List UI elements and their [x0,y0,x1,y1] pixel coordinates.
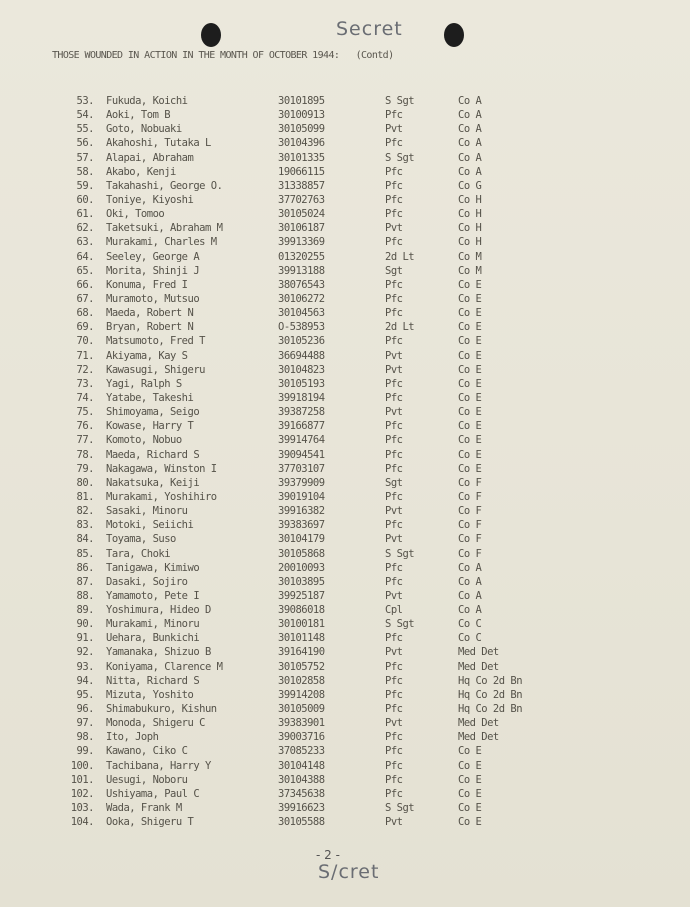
rank: Pfc [385,462,403,475]
serial-number: 39164190 [278,646,325,659]
header-title: THOSE WOUNDED IN ACTION IN THE MONTH OF OCTOBER 1944: [52,50,340,61]
soldier-name: Akiyama, Kay S [106,349,188,362]
unit: Med Det [458,646,499,659]
unit: Co A [458,123,482,136]
rank: Pvt [385,406,403,419]
row-number: 53. [76,95,94,107]
row-number: 104. [70,816,94,829]
serial-number: 39166877 [278,420,325,433]
rank: Pvt [385,717,403,730]
secret-stamp-bottom: S/cret [318,861,380,883]
soldier-name: Maeda, Richard S [106,448,200,461]
unit: Co A [458,95,482,107]
rank: Pvt [385,505,403,518]
rank: Pfc [385,165,403,178]
row-number: 75. [76,406,94,419]
rank: Pfc [385,448,403,461]
rank: Pfc [385,632,403,645]
serial-number: 39916382 [278,505,325,518]
soldier-name: Fukuda, Koichi [106,95,188,107]
soldier-name: Yatabe, Takeshi [106,391,194,404]
rank: Pfc [385,561,403,574]
row-number: 77. [76,434,94,447]
rank: Pfc [385,391,403,404]
soldier-name: Nitta, Richard S [106,674,200,687]
row-number: 102. [70,787,94,800]
soldier-name: Konuma, Fred I [106,278,188,291]
unit: Co E [458,816,482,829]
soldier-name: Murakami, Charles M [106,236,217,249]
row-number: 61. [76,208,94,221]
unit: Co E [458,745,482,758]
rank: Pfc [385,773,403,786]
row-number: 68. [76,307,94,320]
soldier-name: Akabo, Kenji [106,165,176,178]
soldier-name: Nakagawa, Winston I [106,462,217,475]
soldier-name: Maeda, Robert N [106,307,194,320]
unit: Co F [458,533,482,546]
rank: S Sgt [385,618,415,631]
serial-number: 30101148 [278,632,325,645]
row-number: 79. [76,462,94,475]
row-number: 74. [76,391,94,404]
row-number: 88. [76,589,94,602]
row-number: 89. [76,604,94,617]
row-number: 97. [76,717,94,730]
unit: Co A [458,165,482,178]
soldier-name: Matsumoto, Fred T [106,335,205,348]
unit: Co A [458,109,482,122]
serial-number: 39913369 [278,236,325,249]
serial-number: 39387258 [278,406,325,419]
row-number: 80. [76,476,94,489]
unit: Co E [458,462,482,475]
rank: Pfc [385,292,403,305]
unit: Co M [458,250,482,263]
rank: Pfc [385,208,403,221]
page-number: - 2 - [316,848,340,862]
unit: Hq Co 2d Bn [458,703,523,716]
unit: Co E [458,391,482,404]
unit: Co A [458,561,482,574]
rank: S Sgt [385,151,415,164]
serial-number: 39383697 [278,519,325,532]
rank: Pfc [385,278,403,291]
unit: Co F [458,547,482,560]
serial-number: 30105193 [278,377,325,390]
unit: Co A [458,604,482,617]
rank: Pfc [385,109,403,122]
serial-number: 39913188 [278,264,325,277]
rank: Pfc [385,731,403,744]
serial-number: 39918194 [278,391,325,404]
unit: Hq Co 2d Bn [458,688,523,701]
serial-number: 30104388 [278,773,325,786]
unit: Med Det [458,660,499,673]
soldier-name: Wada, Frank M [106,802,182,815]
serial-number: 39914208 [278,688,325,701]
rank: Pvt [385,816,403,829]
serial-number: 39086018 [278,604,325,617]
serial-number: 30104823 [278,363,325,376]
unit: Co E [458,802,482,815]
soldier-name: Uehara, Bunkichi [106,632,200,645]
row-number: 85. [76,547,94,560]
rank: Pfc [385,377,403,390]
serial-number: 01320255 [278,250,325,263]
row-number: 99. [76,745,94,758]
unit: Co C [458,618,482,631]
row-number: 64. [76,250,94,263]
serial-number: 30104563 [278,307,325,320]
soldier-name: Yoshimura, Hideo D [106,604,211,617]
rank: Pfc [385,193,403,206]
serial-number: 30104396 [278,137,325,150]
rank: Pvt [385,533,403,546]
serial-number: 30105099 [278,123,325,136]
rank: Pfc [385,137,403,150]
serial-number: 19066115 [278,165,325,178]
unit: Co E [458,759,482,772]
serial-number: 30105752 [278,660,325,673]
rank: Sgt [385,476,403,489]
rank: Pfc [385,688,403,701]
serial-number: 30102858 [278,674,325,687]
rank: Sgt [385,264,403,277]
rank: Pfc [385,434,403,447]
serial-number: 38076543 [278,278,325,291]
rank: Pvt [385,123,403,136]
soldier-name: Akahoshi, Tutaka L [106,137,211,150]
soldier-name: Mizuta, Yoshito [106,688,194,701]
row-number: 92. [76,646,94,659]
unit: Co E [458,321,482,334]
row-number: 54. [76,109,94,122]
soldier-name: Shimoyama, Seigo [106,406,200,419]
unit: Co E [458,335,482,348]
serial-number: 39383901 [278,717,325,730]
serial-number: 30106187 [278,222,325,235]
row-number: 100. [70,759,94,772]
unit: Hq Co 2d Bn [458,674,523,687]
row-number: 82. [76,505,94,518]
row-number: 72. [76,363,94,376]
unit: Co H [458,222,482,235]
soldier-name: Kawano, Ciko C [106,745,188,758]
serial-number: 37085233 [278,745,325,758]
unit: Co E [458,787,482,800]
soldier-name: Dasaki, Sojiro [106,575,188,588]
rank: 2d Lt [385,321,415,334]
rank: Pfc [385,674,403,687]
soldier-name: Bryan, Robert N [106,321,194,334]
rank: Pfc [385,307,403,320]
rank: S Sgt [385,802,415,815]
serial-number: 30104148 [278,759,325,772]
serial-number: 30100181 [278,618,325,631]
soldier-name: Ito, Joph [106,731,159,744]
unit: Co F [458,505,482,518]
rank: Pfc [385,660,403,673]
serial-number: 30105009 [278,703,325,716]
row-number: 66. [76,278,94,291]
soldier-name: Taketsuki, Abraham M [106,222,223,235]
unit: Co H [458,236,482,249]
serial-number: 37345638 [278,787,325,800]
row-number: 69. [76,321,94,334]
row-number: 93. [76,660,94,673]
rank: Cpl [385,604,403,617]
punch-hole-left [201,23,221,47]
soldier-name: Alapai, Abraham [106,151,194,164]
rank: Pfc [385,787,403,800]
serial-number: 30103895 [278,575,325,588]
rank: Pfc [385,703,403,716]
unit: Co E [458,292,482,305]
row-number: 63. [76,236,94,249]
unit: Co E [458,420,482,433]
header-contd: (Contd) [355,50,394,61]
rank: Pfc [385,759,403,772]
soldier-name: Komoto, Nobuo [106,434,182,447]
unit: Co H [458,193,482,206]
row-number: 90. [76,618,94,631]
rank: Pvt [385,222,403,235]
row-number: 57. [76,151,94,164]
soldier-name: Kowase, Harry T [106,420,194,433]
unit: Co E [458,278,482,291]
soldier-name: Ooka, Shigeru T [106,816,194,829]
serial-number: 39916623 [278,802,325,815]
soldier-name: Tanigawa, Kimiwo [106,561,200,574]
unit: Co E [458,448,482,461]
serial-number: 39914764 [278,434,325,447]
row-number: 91. [76,632,94,645]
soldier-name: Nakatsuka, Keiji [106,476,200,489]
soldier-name: Shimabukuro, Kishun [106,703,217,716]
row-number: 78. [76,448,94,461]
soldier-name: Yamamoto, Pete I [106,589,200,602]
soldier-name: Takahashi, George O. [106,179,223,192]
row-number: 86. [76,561,94,574]
unit: Co E [458,406,482,419]
row-number: 59. [76,179,94,192]
soldier-name: Sasaki, Minoru [106,505,188,518]
serial-number: 30100913 [278,109,325,122]
serial-number: 30105024 [278,208,325,221]
row-number: 101. [70,773,94,786]
rank: Pfc [385,745,403,758]
row-number: 58. [76,165,94,178]
rank: 2d Lt [385,250,415,263]
rank: Pfc [385,490,403,503]
unit: Med Det [458,731,499,744]
serial-number: 30104179 [278,533,325,546]
row-number: 81. [76,490,94,503]
row-number: 87. [76,575,94,588]
row-number: 98. [76,731,94,744]
row-number: 71. [76,349,94,362]
unit: Co A [458,137,482,150]
row-number: 96. [76,703,94,716]
rank: Pfc [385,420,403,433]
unit: Co A [458,589,482,602]
rank: Pvt [385,646,403,659]
row-number: 65. [76,264,94,277]
row-number: 62. [76,222,94,235]
soldier-name: Yamanaka, Shizuo B [106,646,211,659]
unit: Co E [458,363,482,376]
serial-number: 36694488 [278,349,325,362]
rank: Pvt [385,349,403,362]
punch-hole-right [444,23,464,47]
unit: Med Det [458,717,499,730]
row-number: 103. [70,802,94,815]
document-header [52,50,394,61]
soldier-name: Aoki, Tom B [106,109,171,122]
soldier-name: Morita, Shinji J [106,264,200,277]
soldier-name: Seeley, George A [106,250,200,263]
serial-number: 39019104 [278,490,325,503]
soldier-name: Ushiyama, Paul C [106,787,200,800]
row-number: 60. [76,193,94,206]
serial-number: 30101895 [278,95,325,107]
unit: Co F [458,490,482,503]
unit: Co E [458,773,482,786]
soldier-name: Tara, Choki [106,547,171,560]
soldier-name: Yagi, Ralph S [106,377,182,390]
unit: Co G [458,179,482,192]
row-number: 83. [76,519,94,532]
unit: Co F [458,476,482,489]
serial-number: 30105588 [278,816,325,829]
unit: Co C [458,632,482,645]
rank: Pvt [385,589,403,602]
serial-number: 30106272 [278,292,325,305]
serial-number: 30105868 [278,547,325,560]
unit: Co F [458,519,482,532]
unit: Co A [458,575,482,588]
row-number: 70. [76,335,94,348]
rank: Pfc [385,575,403,588]
rank: Pvt [385,363,403,376]
unit: Co E [458,307,482,320]
unit: Co E [458,434,482,447]
row-number: 56. [76,137,94,150]
soldier-name: Uesugi, Noboru [106,773,188,786]
soldier-name: Goto, Nobuaki [106,123,182,136]
soldier-name: Murakami, Minoru [106,618,200,631]
soldier-name: Oki, Tomoo [106,208,165,221]
serial-number: 39925187 [278,589,325,602]
rank: Pfc [385,179,403,192]
serial-number: 37703107 [278,462,325,475]
serial-number: O-538953 [278,321,325,334]
unit: Co E [458,377,482,390]
serial-number: 31338857 [278,179,325,192]
row-number: 76. [76,420,94,433]
row-number: 55. [76,123,94,136]
serial-number: 20010093 [278,561,325,574]
unit: Co A [458,151,482,164]
row-number: 73. [76,377,94,390]
row-number: 84. [76,533,94,546]
soldier-name: Motoki, Seiichi [106,519,194,532]
soldier-name: Monoda, Shigeru C [106,717,205,730]
serial-number: 39003716 [278,731,325,744]
soldier-name: Koniyama, Clarence M [106,660,223,673]
rank: Pfc [385,335,403,348]
unit: Co E [458,349,482,362]
secret-stamp-top: Secret [336,18,403,40]
soldier-name: Toniye, Kiyoshi [106,193,194,206]
unit: Co M [458,264,482,277]
soldier-name: Toyama, Suso [106,533,176,546]
rank: Pfc [385,519,403,532]
rank: S Sgt [385,95,415,107]
serial-number: 30105236 [278,335,325,348]
serial-number: 37702763 [278,193,325,206]
soldier-name: Tachibana, Harry Y [106,759,211,772]
unit: Co H [458,208,482,221]
row-number: 94. [76,674,94,687]
soldier-name: Kawasugi, Shigeru [106,363,205,376]
row-number: 95. [76,688,94,701]
soldier-name: Murakami, Yoshihiro [106,490,217,503]
serial-number: 39094541 [278,448,325,461]
rank: S Sgt [385,547,415,560]
soldier-name: Muramoto, Mutsuo [106,292,200,305]
rank: Pfc [385,236,403,249]
serial-number: 39379909 [278,476,325,489]
row-number: 67. [76,292,94,305]
serial-number: 30101335 [278,151,325,164]
